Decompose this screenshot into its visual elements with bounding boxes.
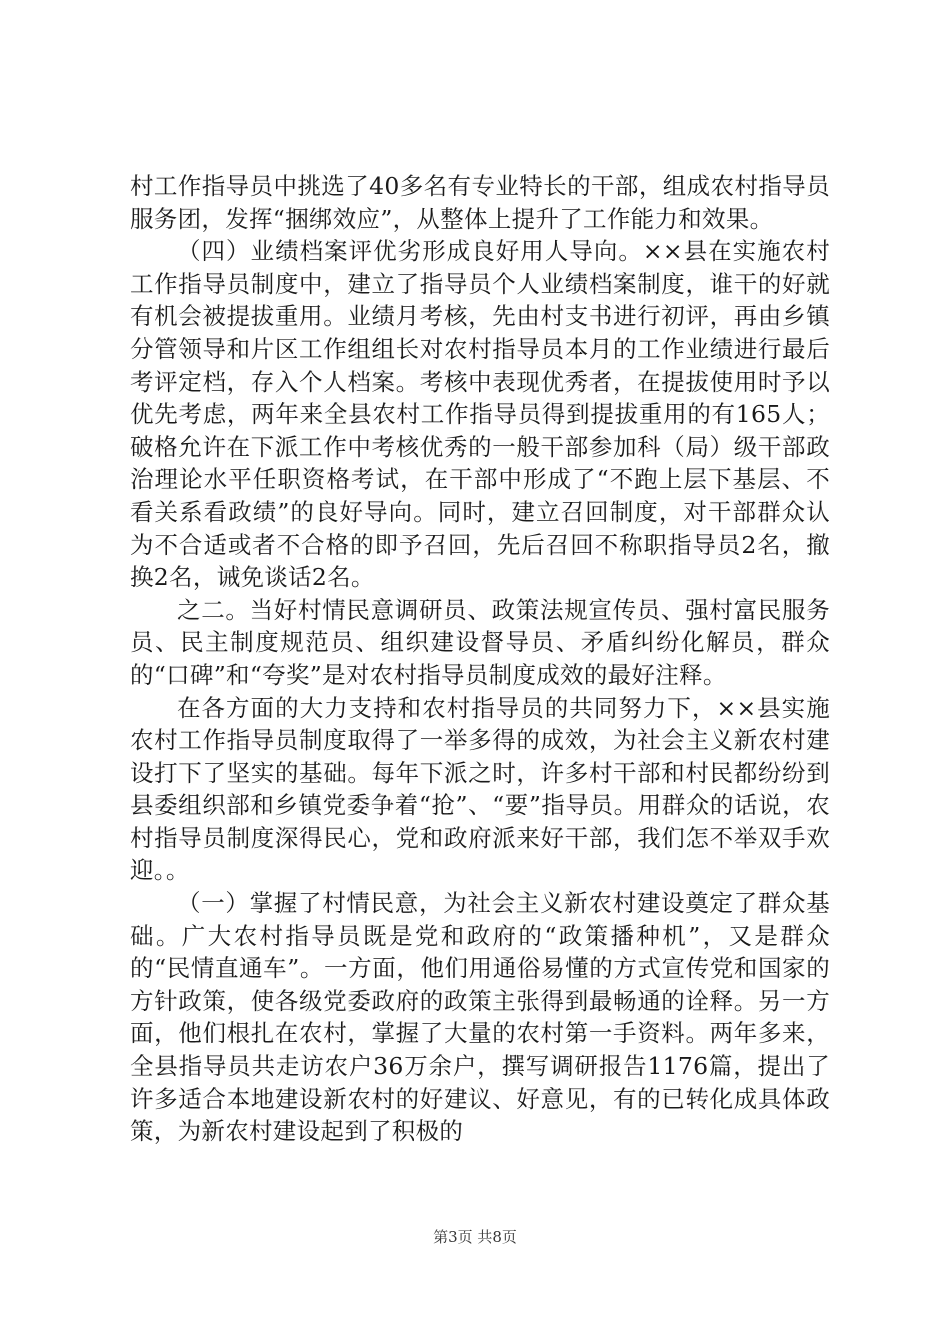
paragraph-section-four: （四）业绩档案评优劣形成良好用人导向。××县在实施农村工作指导员制度中，建立了指导员个人业绩档案制度，谁干的好就有机会被提拔重用。业绩月考核，先由村支书进行初评，再由乡镇分管领导和片区工作组组长对农村指导员本月的工作业绩进行最后考评定档，存入个人档案。考核中表现优秀者，在提拔使用时予以优先考虑，两年来全县农村工作指导员得到提拔重用的有165人；破格允许在下派工作中考核优秀的一般干部参加科（局）级干部政治理论水平任职资格考试，在干部中形成了“不跑上层下基层、不看关系看政绩”的良好导向。同时，建立召回制度，对干部群众认为不合适或者不合格的即予召回，先后召回不称职指导员2名，撤换2名，诫免谈话2名。 <box>130 237 830 592</box>
paragraph-part-two: 之二。当好村情民意调研员、政策法规宣传员、强村富民服务员、民主制度规范员、组织建设督导员、矛盾纠纷化解员，群众的“口碑”和“夸奖”是对农村指导员制度成效的最好注释。 <box>130 595 830 689</box>
paragraph-achievements: 在各方面的大力支持和农村指导员的共同努力下，××县实施农村工作指导员制度取得了一举多得的成效，为社会主义新农村建设打下了坚实的基础。每年下派之时，许多村干部和村民都纷纷到县委组织部和乡镇党委争着“抢”、“要”指导员。用群众的话说，农村指导员制度深得民心，党和政府派来好干部，我们怎不举双手欢迎。。 <box>130 693 830 885</box>
paragraph-continuation: 村工作指导员中挑选了40多名有专业特长的干部，组成农村指导员服务团，发挥“捆绑效应”，从整体上提升了工作能力和效果。 <box>130 172 830 233</box>
paragraph-section-one: （一）掌握了村情民意，为社会主义新农村建设奠定了群众基础。广大农村指导员既是党和政府的“政策播种机”，又是群众的“民情直通车”。一方面，他们用通俗易懂的方式宣传党和国家的方针政策，使各级党委政府的政策主张得到最畅通的诠释。另一方面，他们根扎在农村，掌握了大量的农村第一手资料。两年多来，全县指导员共走访农户36万余户，撰写调研报告1176篇，提出了许多适合本地建设新农村的好建议、好意见，有的已转化成具体政策，为新农村建设起到了积极的 <box>130 889 830 1146</box>
body-text <box>130 170 830 1148</box>
page-number-footer: 第3页 共8页 <box>433 1228 517 1246</box>
